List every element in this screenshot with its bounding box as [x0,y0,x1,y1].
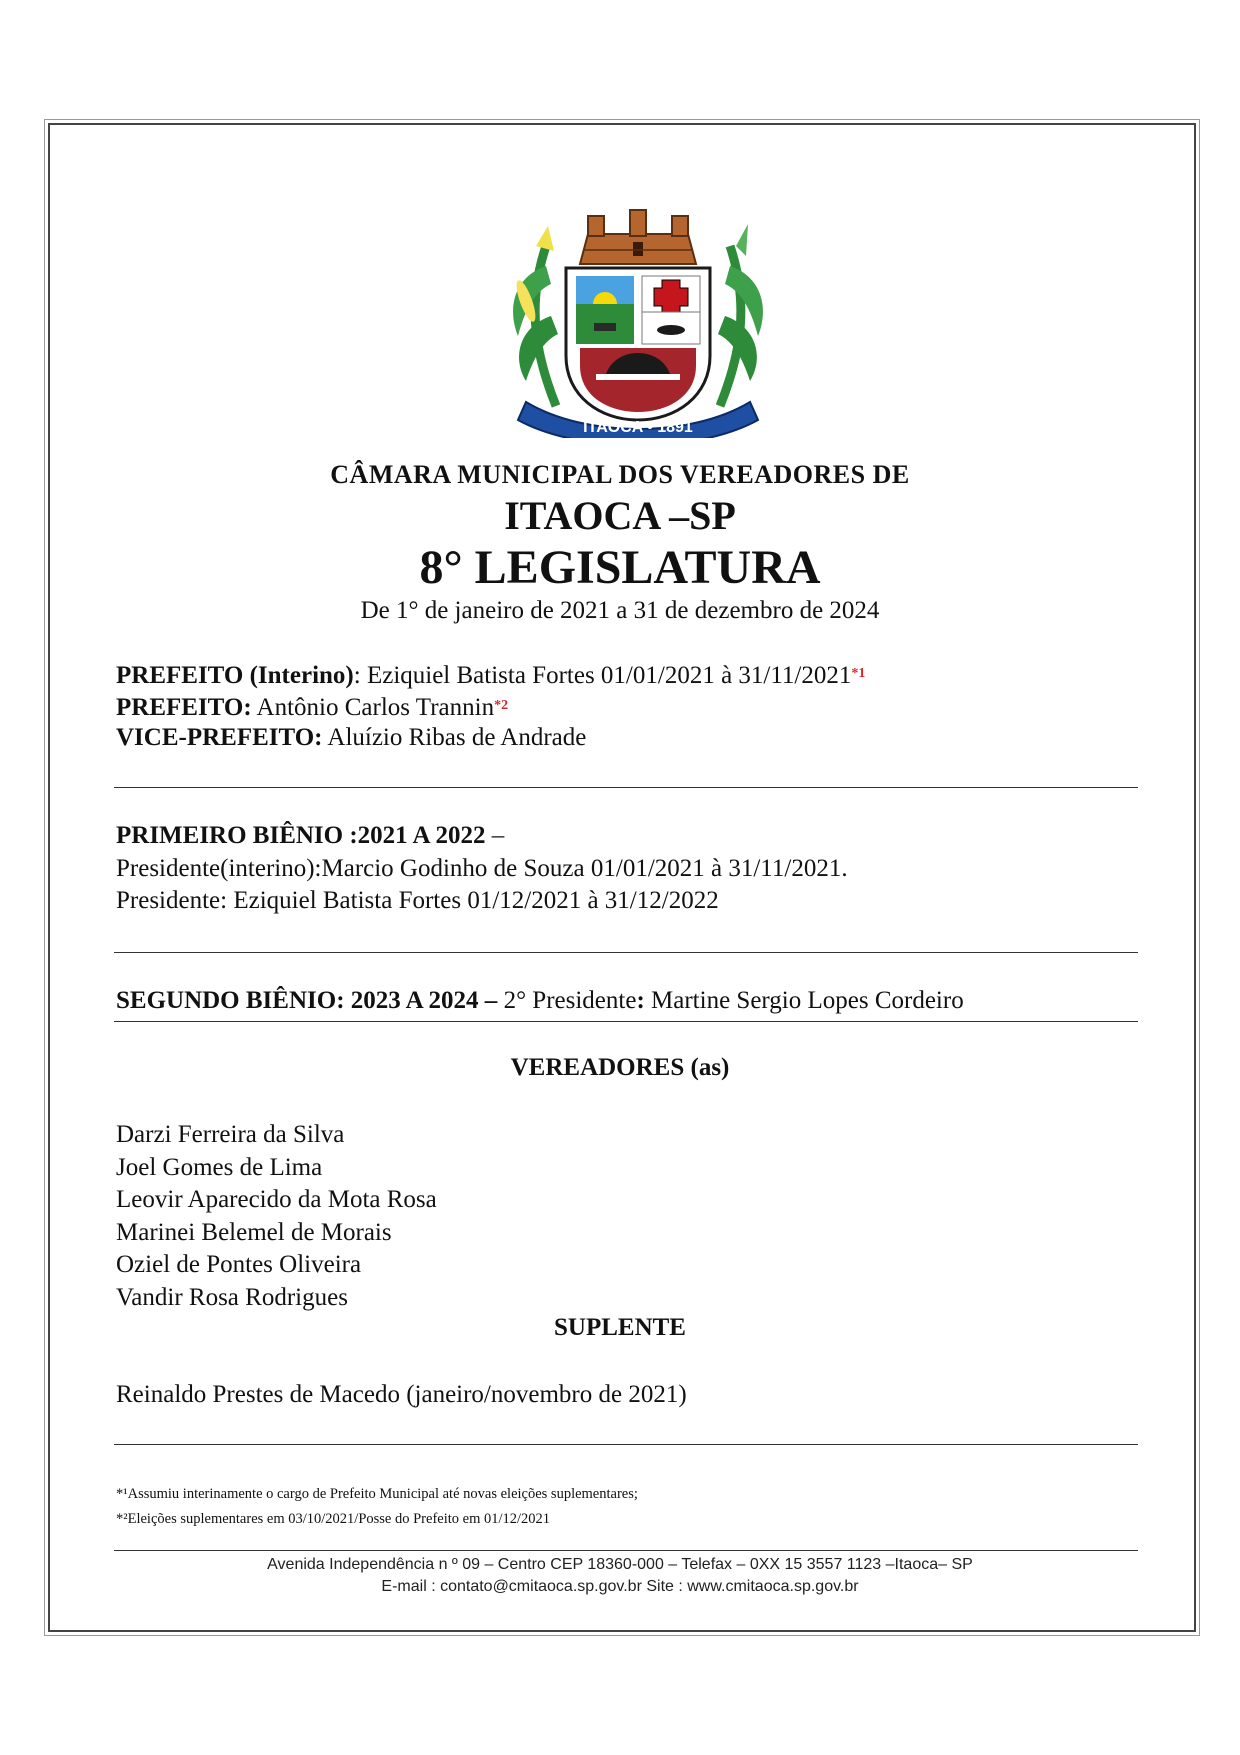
vereador-item: Oziel de Pontes Oliveira [116,1251,362,1278]
vereador-item: Vandir Rosa Rodrigues [116,1284,348,1311]
vereadores-heading: VEREADORES (as) [510,1054,730,1081]
sugarcane-right-icon [718,224,763,406]
footer-contact: E-mail : contato@cmitaoca.sp.gov.br Site : www.cmitaoca.sp.gov.br [381,1578,859,1595]
suplente-heading: SUPLENTE [554,1314,686,1341]
prefeito-interino-label: PREFEITO (Interino) [116,662,354,689]
vereador-item: Marinei Belemel de Morais [116,1219,392,1246]
prefeito-interino-line [116,658,865,692]
vereador-item: Joel Gomes de Lima [116,1154,323,1181]
city-name: ITAOCA –SP [504,493,736,538]
prefeito-line [116,690,508,724]
bienio-1-line-2: Presidente: Eziquiel Batista Fortes 01/12/2021 à 31/12/2022 [116,887,719,914]
divider [114,1021,1138,1022]
vereador-item: Darzi Ferreira da Silva [116,1121,345,1148]
bienio-2-title: SEGUNDO BIÊNIO: 2023 A 2024 – [116,987,498,1014]
shield-icon [566,268,710,420]
bienio-2-line [116,985,964,1017]
footnote-marker-2: *2 [494,698,509,713]
bienio-1-title-line [116,820,504,852]
coat-of-arms-crest [496,206,780,438]
bienio-2-president-prefix: 2° Presidente [497,987,637,1014]
legislature-period: De 1° de janeiro de 2021 a 31 de dezembro de 2024 [360,597,880,624]
crest-banner-text: ITAOCA • 1891 [583,419,693,436]
vice-prefeito-value: Aluízio Ribas de Andrade [322,724,587,751]
prefeito-interino-value: : Eziquiel Batista Fortes 01/01/2021 à 31/11/2021 [353,662,852,689]
legislature-title: 8° LEGISLATURA [419,541,821,594]
bienio-1-line-1: Presidente(interino):Marcio Godinho de Souza 01/01/2021 à 31/11/2021. [116,855,848,882]
bienio-1-dash: – [485,822,505,849]
footnote-1: *¹Assumiu interinamente o cargo de Prefeito Municipal até novas eleições suplementares; [116,1486,638,1502]
vice-prefeito-label: VICE-PREFEITO: [116,724,323,751]
footer-divider [114,1550,1138,1551]
bienio-2-president-name: Martine Sergio Lopes Cordeiro [644,987,964,1014]
vereador-item: Leovir Aparecido da Mota Rosa [116,1186,437,1213]
chamber-name: CÂMARA MUNICIPAL DOS VEREADORES DE [330,460,910,489]
vice-prefeito-line [116,722,586,754]
divider [114,952,1138,953]
mural-crown-icon [580,210,696,264]
footnote-2: *²Eleições suplementares em 03/10/2021/Posse do Prefeito em 01/12/2021 [116,1511,551,1527]
prefeito-value: Antônio Carlos Trannin [251,694,495,721]
divider [114,787,1138,788]
footer-address: Avenida Independência n º 09 – Centro CEP 18360-000 – Telefax – 0XX 15 3557 1123 –Itaoca– SP [267,1556,973,1573]
footnote-marker-1: *1 [851,666,866,681]
sugarcane-left-icon [513,226,558,406]
bienio-1-title: PRIMEIRO BIÊNIO :2021 A 2022 [116,822,486,849]
suplente-name: Reinaldo Prestes de Macedo (janeiro/novembro de 2021) [116,1381,687,1408]
prefeito-label: PREFEITO: [116,694,252,721]
divider [114,1444,1138,1445]
bienio-2-colon: : [636,987,645,1014]
